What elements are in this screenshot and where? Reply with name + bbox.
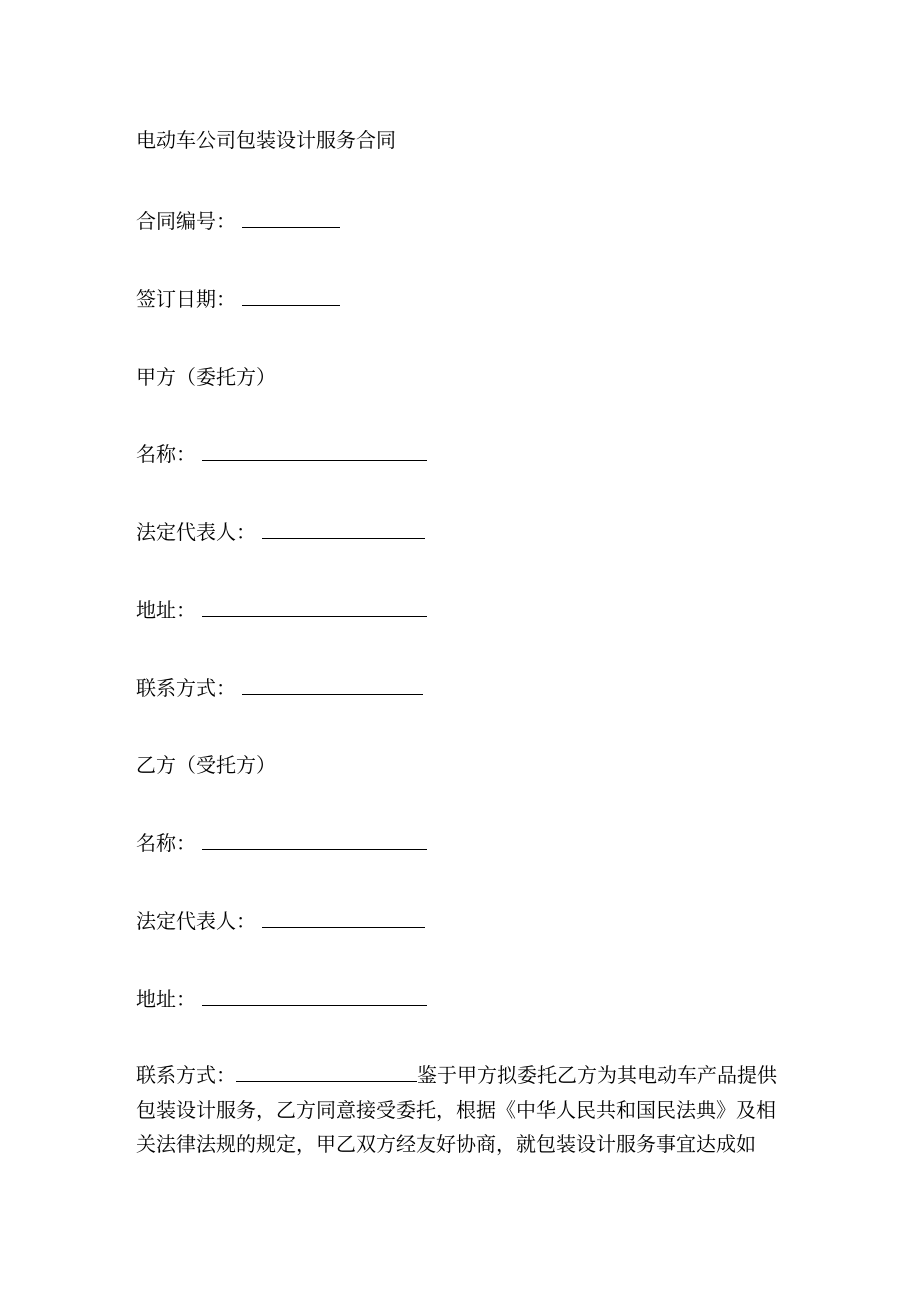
contract-number-blank [242, 209, 340, 228]
party-a-address-row [136, 597, 427, 623]
document-title: 电动车公司包装设计服务合同 [136, 128, 396, 152]
sign-date-blank [242, 287, 340, 306]
party-a-contact-row [136, 675, 423, 701]
party-a-heading: 甲方（委托方） [136, 365, 276, 389]
party-b-address-label: 地址： [136, 987, 196, 1011]
party-b-rep-row [136, 908, 425, 934]
party-a-name-label: 名称： [136, 442, 196, 466]
party-b-address-blank [202, 987, 427, 1006]
party-b-name-row [136, 830, 427, 856]
party-b-name-blank [202, 831, 427, 850]
preamble-text: 鉴于甲方拟委托乙方为其电动车产品提供包装设计服务，乙方同意接受委托，根据《中华人民共和国民法典》及相关法律法规的规定，甲乙双方经友好协商，就包装设计服务事宜达成如 [136, 1063, 777, 1156]
party-a-name-row [136, 441, 427, 467]
party-a-rep-label: 法定代表人： [136, 520, 256, 544]
party-a-name-blank [202, 442, 427, 461]
sign-date-row [136, 286, 340, 312]
party-b-address-row [136, 986, 427, 1012]
party-b-contact-blank [236, 1063, 417, 1082]
contract-number-row [136, 208, 340, 234]
party-a-contact-label: 联系方式： [136, 676, 236, 700]
party-b-contact-and-preamble [136, 1058, 786, 1162]
party-a-rep-row [136, 519, 425, 545]
party-a-address-blank [202, 598, 427, 617]
party-a-address-label: 地址： [136, 598, 196, 622]
party-b-heading: 乙方（受托方） [136, 753, 276, 777]
party-b-contact-label: 联系方式： [136, 1063, 236, 1087]
party-a-contact-blank [242, 676, 423, 695]
party-b-name-label: 名称： [136, 831, 196, 855]
party-b-rep-label: 法定代表人： [136, 909, 256, 933]
party-a-rep-blank [262, 520, 425, 539]
sign-date-label: 签订日期： [136, 287, 236, 311]
contract-number-label: 合同编号： [136, 209, 236, 233]
party-b-rep-blank [262, 909, 425, 928]
